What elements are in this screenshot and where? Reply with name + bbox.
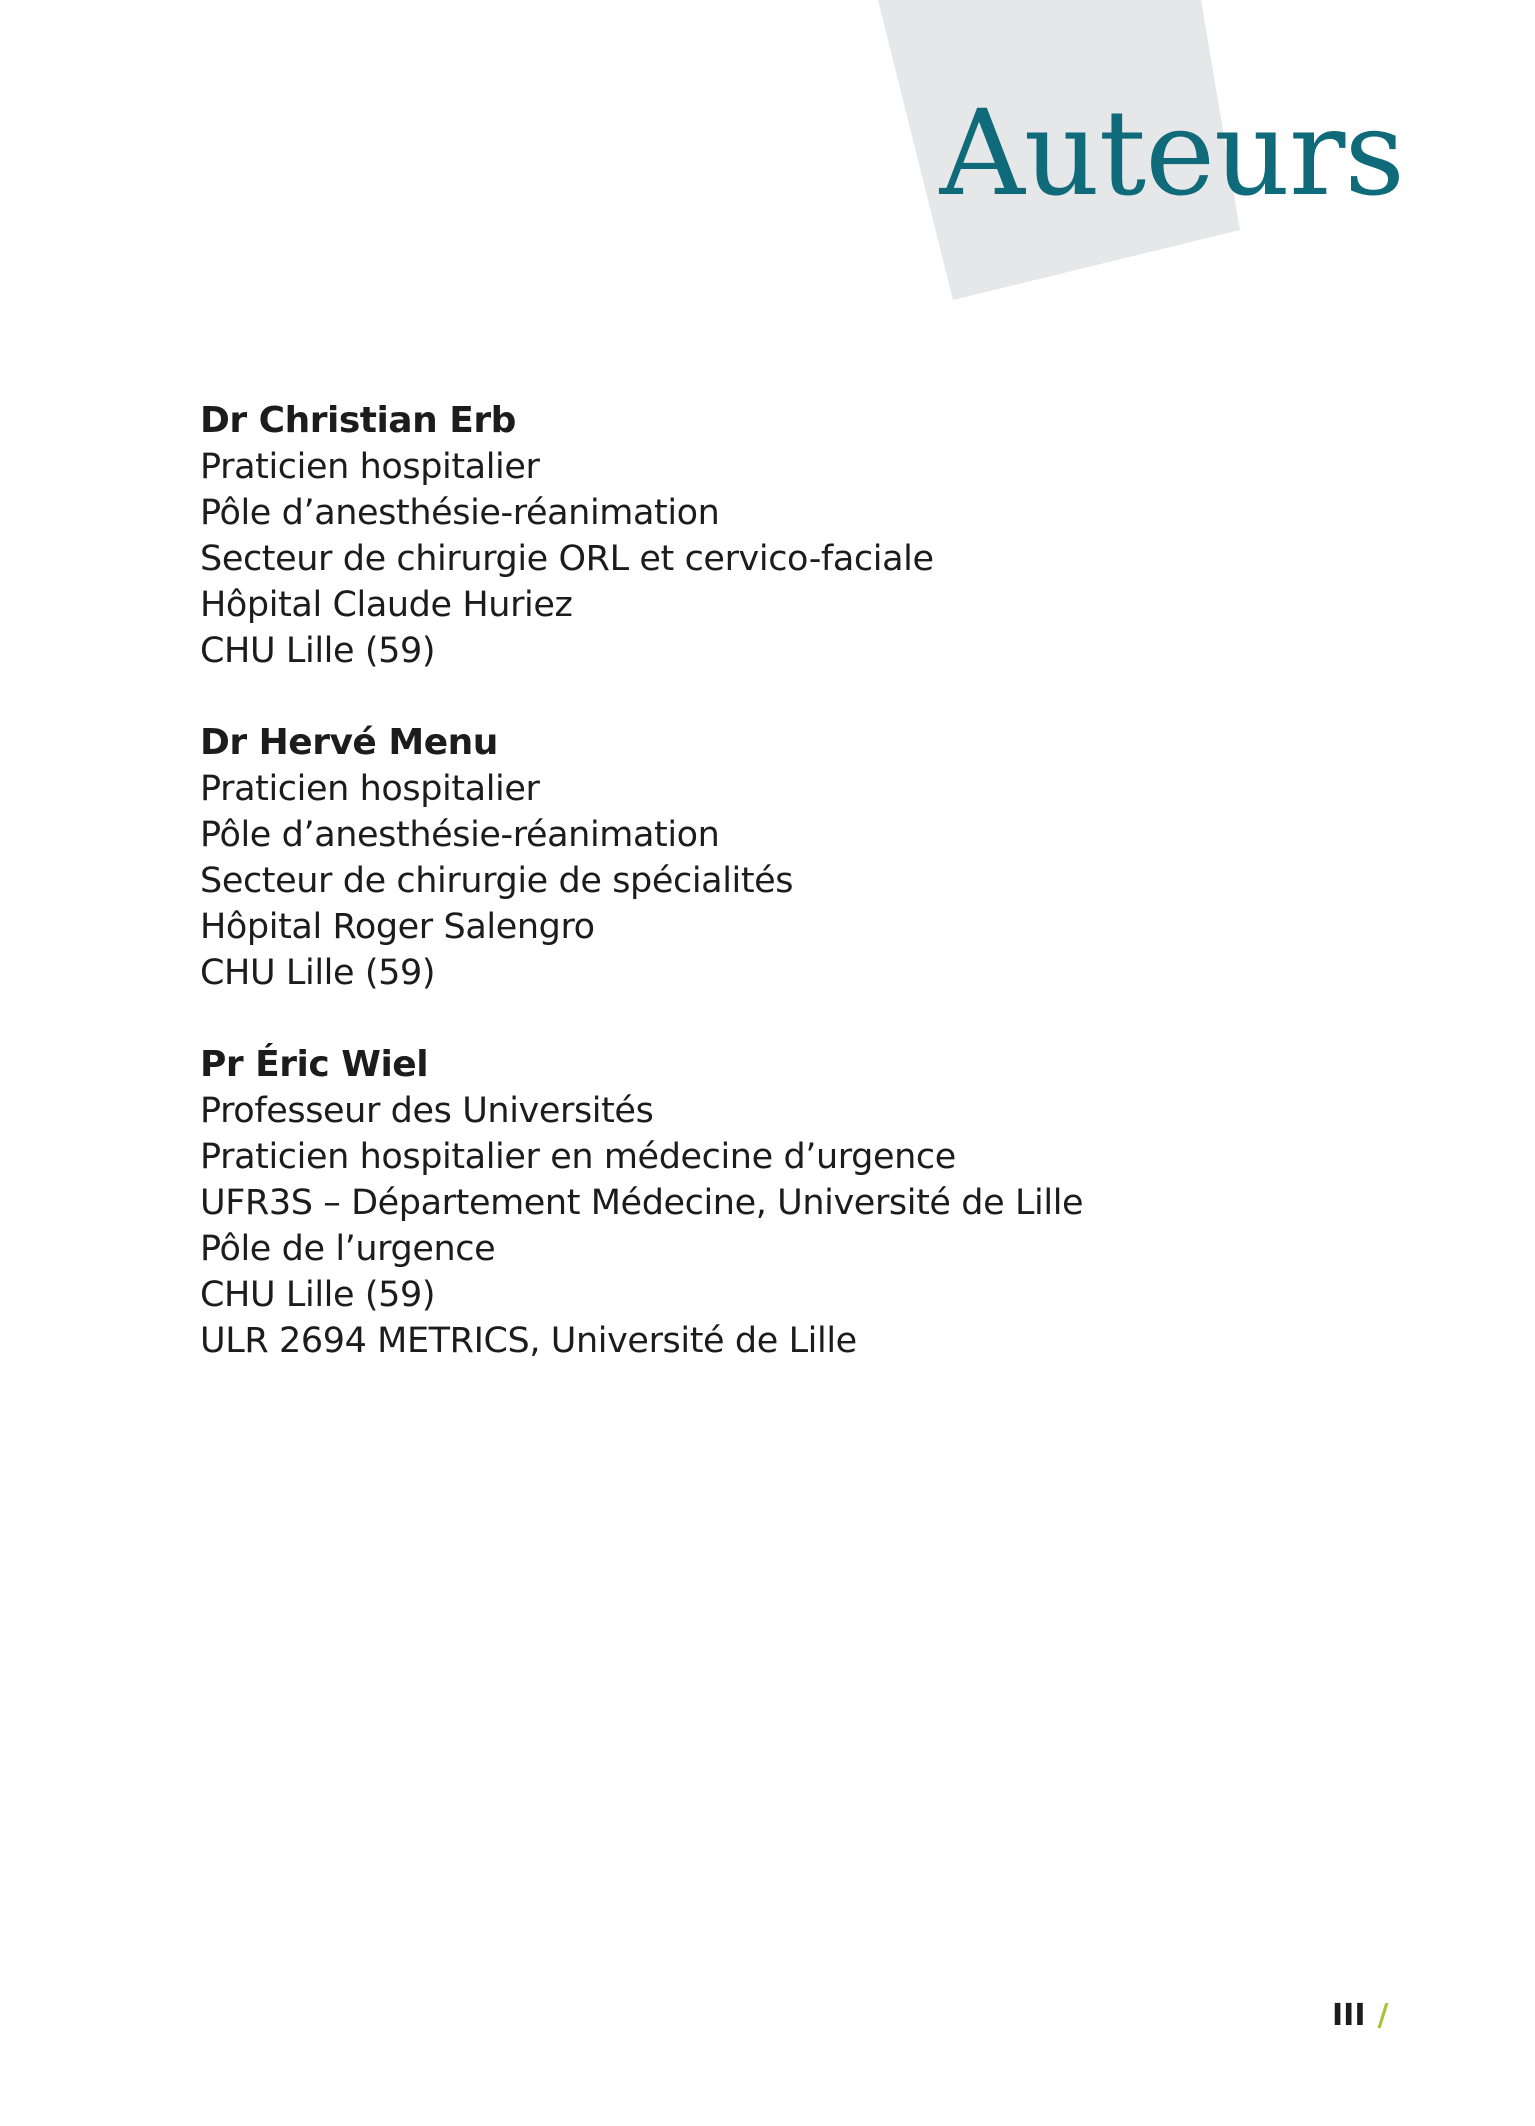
- page-number-separator: /: [1377, 1998, 1389, 2033]
- author-line: Hôpital Claude Huriez: [200, 585, 573, 625]
- page-number: [1332, 1996, 1388, 2036]
- author-name: Dr Christian Erb: [200, 400, 516, 441]
- author-name: Dr Hervé Menu: [200, 722, 498, 763]
- page-number-value: III: [1332, 1998, 1366, 2033]
- author-line: UFR3S – Département Médecine, Université de Lille: [200, 1183, 1084, 1223]
- author-line: Secteur de chirurgie ORL et cervico-faciale: [200, 539, 934, 579]
- author-line: Praticien hospitalier: [200, 769, 540, 809]
- author-line: CHU Lille (59): [200, 953, 436, 993]
- authors-list: [200, 398, 1300, 1410]
- author-name: Pr Éric Wiel: [200, 1044, 429, 1085]
- author-line: Secteur de chirurgie de spécialités: [200, 861, 794, 901]
- author-line: Professeur des Universités: [200, 1091, 654, 1131]
- author-line: CHU Lille (59): [200, 631, 436, 671]
- author-line: Praticien hospitalier en médecine d’urgence: [200, 1137, 956, 1177]
- author-block: [200, 1042, 1300, 1364]
- author-line: CHU Lille (59): [200, 1275, 436, 1315]
- author-block: [200, 398, 1300, 674]
- page-title: Auteurs: [939, 84, 1404, 222]
- author-line: ULR 2694 METRICS, Université de Lille: [200, 1321, 857, 1361]
- author-line: Pôle de l’urgence: [200, 1229, 496, 1269]
- author-line: Praticien hospitalier: [200, 447, 540, 487]
- author-line: Pôle d’anesthésie-réanimation: [200, 815, 720, 855]
- author-line: Hôpital Roger Salengro: [200, 907, 595, 947]
- author-block: [200, 720, 1300, 996]
- author-line: Pôle d’anesthésie-réanimation: [200, 493, 720, 533]
